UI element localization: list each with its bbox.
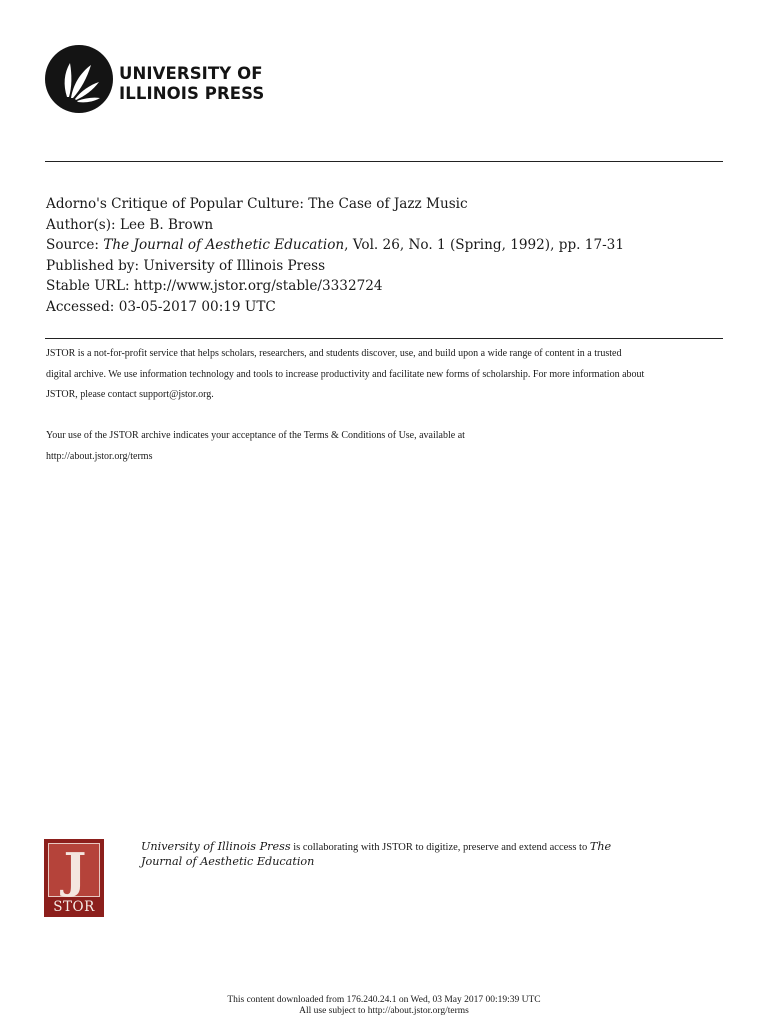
download-footer xyxy=(0,995,768,1016)
jstor-logo xyxy=(44,839,104,917)
terms-notice-paragraph xyxy=(46,426,726,467)
jstor-logo-letter: J xyxy=(63,843,87,899)
illinois-leaf-logo-icon xyxy=(45,45,113,113)
jstor-logo-panel xyxy=(48,843,100,897)
terms-line: Your use of the JSTOR archive indicates your acceptance of the Terms & Conditions of Use, available at xyxy=(46,430,465,441)
author-label: Author(s): xyxy=(46,216,116,233)
notice-line: digital archive. We use information technology and tools to increase productivity and facilitate new forms of scholarship. For more information about xyxy=(46,368,645,380)
stable-url-link[interactable]: http://www.jstor.org/stable/3332724 xyxy=(133,278,383,295)
accessed-date: 03-05-2017 00:19 UTC xyxy=(118,298,276,315)
collaboration-statement xyxy=(141,840,701,869)
publisher-name: University of Illinois Press xyxy=(143,257,326,274)
article-title: Adorno's Critique of Popular Culture: The Case of Jazz Music xyxy=(46,196,468,212)
publisher-wordmark-line2: ILLINOIS PRESS xyxy=(119,84,265,103)
publisher-line xyxy=(46,256,726,277)
author-line xyxy=(46,215,726,236)
terms-link[interactable]: http://about.jstor.org/terms xyxy=(46,450,153,462)
source-details: , Vol. 26, No. 1 (Spring, 1992), pp. 17-31 xyxy=(344,237,624,254)
publisher-wordmark xyxy=(119,64,264,104)
notice-line: JSTOR, please contact support@jstor.org. xyxy=(46,389,214,400)
stable-url-line xyxy=(46,276,726,297)
footer-terms-line: All use subject to http://about.jstor.org/terms xyxy=(299,1005,469,1016)
jstor-notice-paragraph xyxy=(46,344,726,406)
accessed-line xyxy=(46,297,726,318)
collab-journal-part2: Journal of Aesthetic Education xyxy=(141,855,315,868)
stable-url-label: Stable URL: xyxy=(46,278,130,295)
publisher-logo xyxy=(45,45,285,117)
citation-block xyxy=(46,194,726,318)
collab-journal-part1: The xyxy=(589,840,612,853)
jstor-logo-text: STOR xyxy=(53,899,95,915)
top-divider xyxy=(45,161,723,162)
source-line xyxy=(46,235,726,256)
source-label: Source: xyxy=(46,237,99,254)
collab-publisher: University of Illinois Press xyxy=(141,840,291,853)
publisher-wordmark-line1: UNIVERSITY OF xyxy=(119,64,263,83)
footer-download-line: This content downloaded from 176.240.24.1 on Wed, 03 May 2017 00:19:39 UTC xyxy=(227,995,541,1005)
accessed-label: Accessed: xyxy=(46,298,115,315)
collab-text: is collaborating with JSTOR to digitize, preserve and extend access to xyxy=(290,842,590,853)
source-journal: The Journal of Aesthetic Education xyxy=(103,237,345,254)
author-name: Lee B. Brown xyxy=(119,216,214,233)
notice-line: JSTOR is a not-for-profit service that helps scholars, researchers, and students discover, use, and build upon a wide range of content in a trusted xyxy=(46,348,622,359)
middle-divider xyxy=(45,338,723,339)
published-label: Published by: xyxy=(46,257,140,274)
